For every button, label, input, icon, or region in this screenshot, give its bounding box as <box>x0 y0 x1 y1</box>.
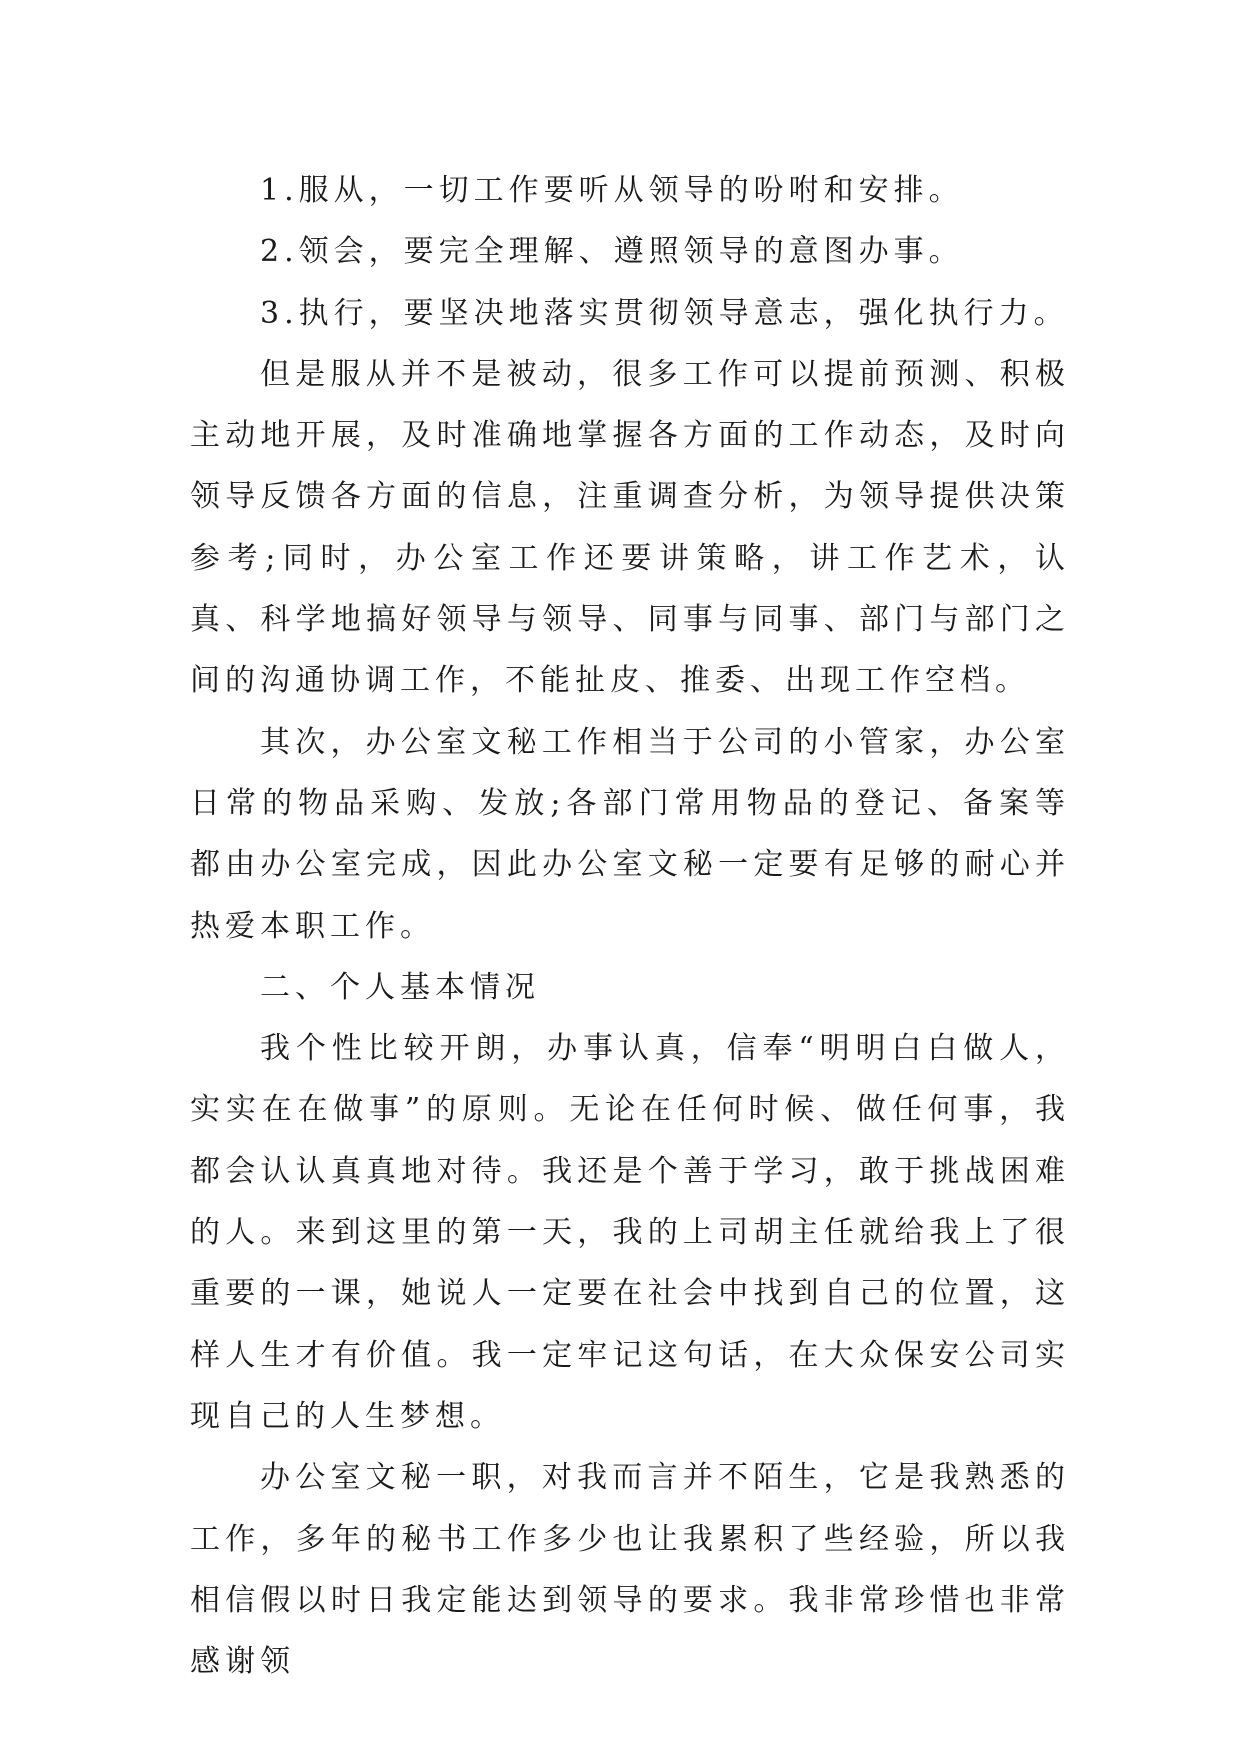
document-body <box>190 160 1070 1692</box>
paragraph-secretary-role: 办公室文秘一职，对我而言并不陌生，它是我熟悉的工作，多年的秘书工作多少也让我累积了些经验，所以我相信假以时日我定能达到领导的要求。我非常珍惜也非常感谢领 <box>190 1460 1070 1680</box>
list-item-obey: 1.服从，一切工作要听从领导的吩咐和安排。 <box>260 173 964 208</box>
paragraph-office-housekeeper: 其次，办公室文秘工作相当于公司的小管家，办公室日常的物品采购、发放;各部门常用物品的登记、备案等都由办公室完成，因此办公室文秘一定要有足够的耐心并热爱本职工作。 <box>190 724 1070 944</box>
list-item-execute: 3.执行，要坚决地落实贯彻领导意志，强化执行力。 <box>260 295 1069 331</box>
paragraph-proactive-work: 但是服从并不是被动，很多工作可以提前预测、积极主动地开展，及时准确地掌握各方面的工作动态，及时向领导反馈各方面的信息，注重调查分析，为领导提供决策参考;同时，办公室工作还要讲策略，讲工作艺术，认真、科学地搞好领导与领导、同事与同事、部门与部门之间的沟通协调工作，不能扯皮、推委、出现工作空档。 <box>190 356 1070 699</box>
list-item-comprehend: 2.领会，要完全理解、遵照领导的意图办事。 <box>260 234 964 270</box>
section-heading-personal-info: 二、个人基本情况 <box>260 969 540 1005</box>
paragraph-personality: 我个性比较开朗，办事认真，信奉“明明白白做人，实实在在做事”的原则。无论在任何时候、做任何事，我都会认认真真地对待。我还是个善于学习，敢于挑战困难的人。来到这里的第一天，我的上司胡主任就给我上了很重要的一课，她说人一定要在社会中找到自己的位置，这样人生才有价值。我一定牢记这句话，在大众保安公司实现自己的人生梦想。 <box>190 1031 1070 1434</box>
